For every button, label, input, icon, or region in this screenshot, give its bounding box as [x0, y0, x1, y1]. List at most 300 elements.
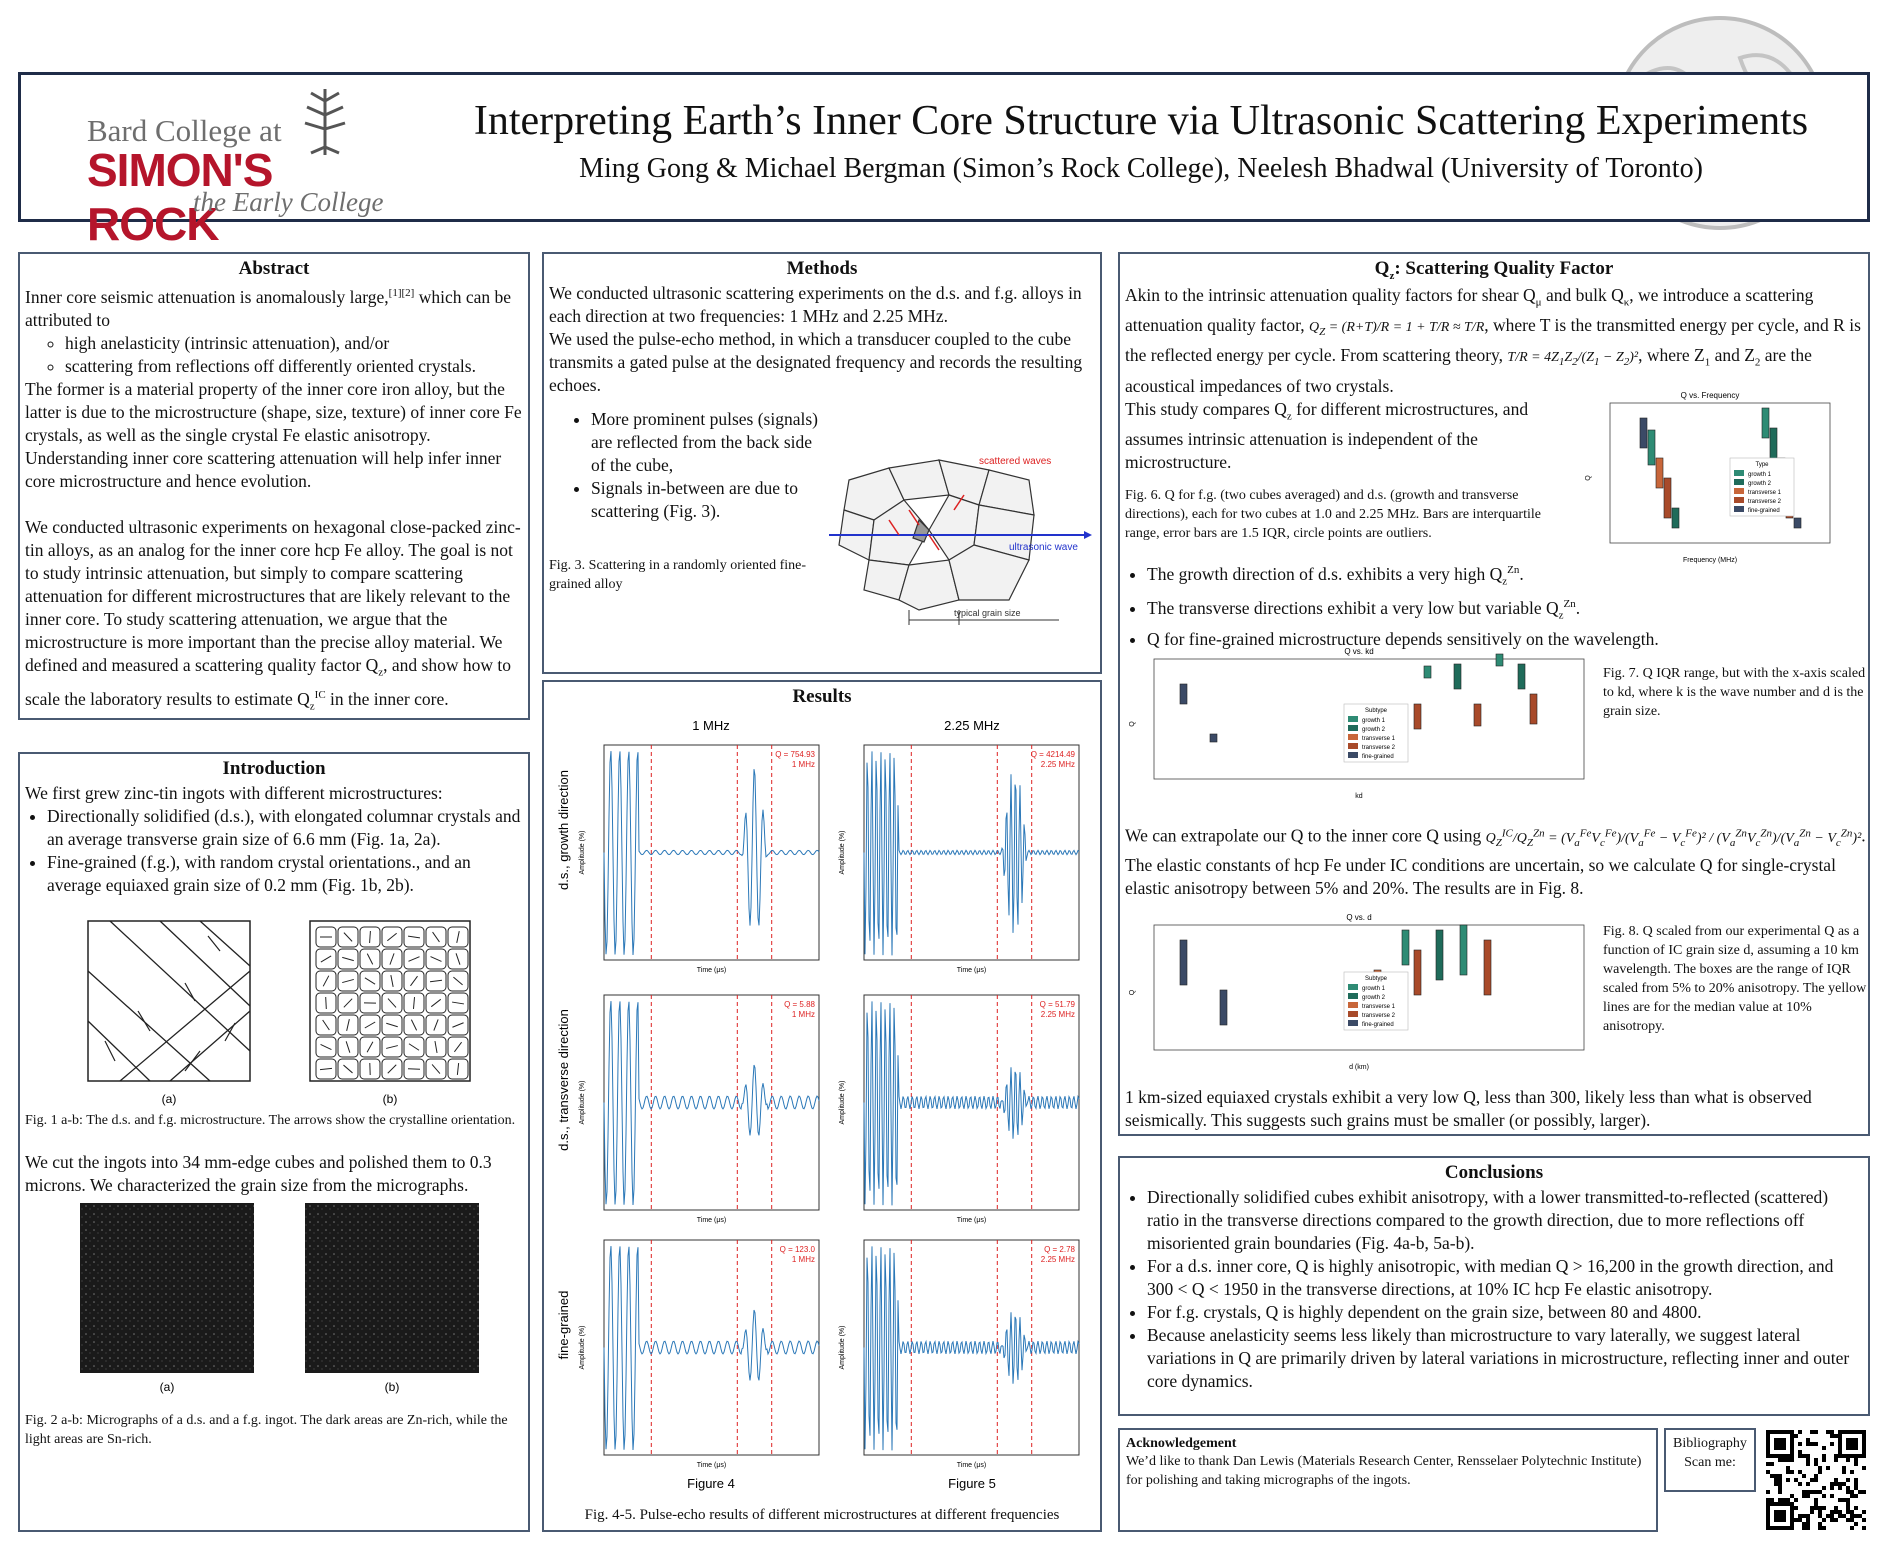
qz-p1c: , we introduce a scattering attenuation quality factor,: [1125, 284, 1814, 336]
qr-module: [1786, 1478, 1790, 1482]
box-mark: [1518, 664, 1525, 689]
qr-module: [1794, 1518, 1798, 1522]
qr-module: [1838, 1482, 1842, 1486]
intro-p2: We cut the ingots into 34 mm-edge cubes and polished them to 0.3 microns. We characterized the grain size from the micrographs.: [25, 1152, 492, 1195]
qz-p4: The elastic constants of hcp Fe under IC conditions are uncertain, so we calculate Q for single-crystal elastic anisotropy between 5% and 20%. The results are in Fig. 8.: [1125, 855, 1836, 899]
qr-module: [1822, 1458, 1826, 1462]
qr-module: [1806, 1482, 1810, 1486]
methods-p2: We used the pulse-echo method, in which a transducer coupled to the cube transmits a gated pulse at the designated frequency and records the resulting echoes.: [549, 329, 1083, 395]
qz-bullet-1: The growth direction of d.s. exhibits a very high Q: [1147, 563, 1503, 584]
conclusions-title: Conclusions: [1444, 1162, 1544, 1183]
qr-module: [1766, 1490, 1770, 1494]
qz-p1d: , where T is the transmitted energy per cycle, and R is the reflected energy per cycle. From scattering theory,: [1125, 315, 1861, 366]
x-axis-label: Time (μs): [956, 1462, 987, 1469]
qr-module: [1814, 1474, 1818, 1478]
qr-module: [1834, 1478, 1838, 1482]
abstract-bullet: ◦ scattering from reflections off differently oriented crystals.: [65, 355, 523, 378]
grain-arrow: [326, 997, 327, 1009]
qz-p1f: and Z: [1710, 345, 1755, 366]
box-mark: [1474, 704, 1481, 726]
qr-module: [1778, 1474, 1782, 1478]
abstract-panel: Abstract Inner core seismic attenuation is anomalously large,[1][2] which can be attributed to ◦ high anelasticity (intrinsic attenuation), and/or ◦ scattering from reflections off differently oriented crystals. The former is a material property of the inner core iron alloy, but the latter is due to the microstructure (shape, size, texture) of inner core Fe crystals, as well as the single crystal Fe elastic anisotropy. Understanding inner core scattering attenuation will help infer inner core microstructure and hence evolution. We conducted ultrasonic experiments on hexagonal close-packed zinc-tin alloys, as an analog for the inner core hcp Fe alloy. The goal is not to study intrinsic attenuation, but simply to compare scattering attenuation for different microstructures that are likely relevant to the inner core. To study scattering attenuation, we argue that the microstructure is more important than the precise alloy material. We defined and measured a scattering quality factor $Q_z$, and show how to scale the laboratory results to estimate $Q_z^{IC}$ in the inner core.: [18, 252, 530, 720]
qr-module: [1814, 1498, 1818, 1502]
qr-module: [1766, 1498, 1770, 1502]
legend-swatch: [1734, 506, 1744, 512]
qr-module: [1786, 1498, 1790, 1502]
qr-module: [1842, 1482, 1846, 1486]
x-axis-label: Time (μs): [956, 1217, 987, 1224]
fig8-caption: Fig. 8. Q scaled from our experimental Q as a function of IC grain size d, assuming a 10 km wavelength. The boxes are the range of IQR scaled from 5% to 20% anisotropy. The yellow lines are for the median value at 10% anisotropy.: [1603, 924, 1867, 1034]
qz-panel: $Q_z$: Scattering Quality Factor Akin to the intrinsic attenuation quality factors for shear $Q_\mu$ and bulk $Q_\kappa$, we introduce a scattering attenuation quality factor, $Q_Z = (R+T)/R = 1 + T/R \approx T/R$, where T is the transmitted energy per cycle, and R is the reflected energy per cycle. From scattering theory, $T/R = 4Z_1Z_2/(Z_1 - Z_2)^2$, where $Z_1$ and $Z_2$ are the acoustical impedances of two crystals. This study compares $Q_z$ for different microstructures, and assumes intrinsic attenuation is independent of the microstructure. Fig. 6. Q for f.g. (two cubes averaged) and d.s. (growth and transverse directions), each for two cubes at 1.0 and 2.25 MHz. Bars are interquartile range, error bars are 1.5 IQR, circle points are outliers. Q vs. Frequency Frequency (MHz) Q Type growth 1 growth 2 transverse 1 transverse 2 fine-grained • The growth direction of d.s. exhibits a very high $Q_z^{Zn}$. • The transverse directions exhibit a very low but variable $Q_z^{Zn}$. • Q for fine-grained microstructure depends sensitively on the wavelength. Q vs. kd kd Q Subtype growth 1 growth 2 transverse 1 transverse 2 fine-grained Fig. 7. Q IQR range, but with the x-axis scaled to kd, where k is the wave number and d is the grain size. We can extrapolate our Q to the inner core Q using $Q_Z^{IC}/Q_Z^{Zn} = (V_a^{Fe}V_c^{Fe})/(V_a^{Fe} - V_c^{Fe})^2 / (V_a^{Zn}V_c^{Zn})/(V_a^{Zn} - V_c^{Zn})^2$. The elastic constants of hcp Fe under IC conditions are uncertain, so we calculate Q for single-crystal elastic anisotropy between 5% and 20%. The results are in Fig. 8. Q vs. d d (km) Q Subtype growth 1 growth 2 transverse 1 transverse 2 fine-grained Fig. 8. Q scaled from our experimental Q as a function of IC grain size d, assuming a 10 km wavelength. The boxes are the range of IQR scaled from 5% to 20% anisotropy. The yellow lines are for the median value at 10% anisotropy. 1 km-sized equiaxed crystals exhibit a very low Q, less than 300, likely less than what is observed seismically. This suggests such grains must be smaller (or possibly, larger).: [1118, 252, 1870, 1136]
legend-item: fine-grained: [1748, 508, 1780, 514]
row-title-growth: d.s., growth direction: [556, 770, 571, 890]
qr-module: [1862, 1518, 1866, 1522]
box-mark: [1794, 518, 1801, 528]
qr-module: [1846, 1502, 1850, 1506]
q-label: Q = 51.79: [1039, 1000, 1075, 1009]
qr-module: [1786, 1470, 1790, 1474]
qr-module: [1806, 1514, 1810, 1518]
qr-module: [1850, 1518, 1854, 1522]
qr-module: [1838, 1514, 1842, 1518]
methods-bullet: • Signals in-between are due to scattering (Fig. 3).: [591, 477, 829, 523]
x-axis-label: kd: [1355, 793, 1363, 800]
q-label: Q = 754.93: [775, 750, 815, 759]
qr-module: [1802, 1454, 1806, 1458]
fig2-label-a: (a): [159, 1380, 175, 1394]
qr-module: [1790, 1494, 1794, 1498]
qr-module: [1818, 1510, 1822, 1514]
qr-module: [1786, 1458, 1790, 1462]
qr-module: [1846, 1490, 1850, 1494]
x-axis-label: Time (μs): [696, 1462, 727, 1469]
qr-module: [1798, 1514, 1802, 1518]
qr-module: [1850, 1526, 1854, 1530]
qr-module: [1830, 1518, 1834, 1522]
qr-module: [1854, 1482, 1858, 1486]
qr-module: [1766, 1462, 1770, 1466]
conclusion-bullet: • For a d.s. inner core, Q is highly anisotropic, with median Q > 16,200 in the growth direction, and 300 < Q < 1950 in the transverse directions, at 10% IC hcp Fe elastic anisotropy.: [1147, 1255, 1863, 1301]
qz-p2b: for different microstructures, and assumes intrinsic attenuation is independent of the microstructure.: [1125, 398, 1529, 473]
box-mark: [1424, 666, 1431, 678]
qr-module: [1810, 1442, 1814, 1446]
qr-module: [1798, 1470, 1802, 1474]
fig7-chart: [1124, 644, 1594, 804]
qr-module: [1798, 1518, 1802, 1522]
qr-module: [1778, 1458, 1782, 1462]
qr-module: [1854, 1506, 1858, 1510]
qr-module: [1818, 1466, 1822, 1470]
qr-module: [1802, 1494, 1806, 1498]
qr-module: [1778, 1478, 1782, 1482]
fig7-caption: Fig. 7. Q IQR range, but with the x-axis scaled to kd, where k is the wave number and d is the grain size.: [1603, 666, 1866, 719]
qr-module: [1798, 1450, 1802, 1454]
fig3-grain-label: typical grain size: [954, 608, 1021, 618]
qr-module: [1842, 1514, 1846, 1518]
box-mark: [1414, 950, 1421, 995]
legend-swatch: [1348, 993, 1358, 999]
qz-p1a: Akin to the intrinsic attenuation quality factors for shear Q: [1125, 284, 1536, 305]
col-title-225mhz: 2.25 MHz: [944, 718, 1000, 733]
qr-module: [1818, 1514, 1822, 1518]
qr-module: [1850, 1494, 1854, 1498]
qr-module: [1822, 1518, 1826, 1522]
abstract-p3a: We conducted ultrasonic experiments on hexagonal close-packed zinc-tin alloys, as an analog for the inner core hcp Fe alloy. The goal is not to study intrinsic attenuation, but simply to compare scattering attenuation for different microstructures that are likely relevant to the inner core. To study scattering attenuation, we argue that the microstructure is more important than the precise alloy material. We defined and measured a scattering quality factor Q: [25, 516, 521, 675]
qr-module: [1826, 1514, 1830, 1518]
qr-finder-core: [1774, 1438, 1786, 1450]
box-mark: [1180, 940, 1187, 985]
qr-module: [1854, 1478, 1858, 1482]
abstract-p3c: in the inner core.: [325, 689, 449, 710]
qr-module: [1802, 1526, 1806, 1530]
chart-title: Q vs. kd: [1344, 647, 1374, 656]
qr-module: [1858, 1490, 1862, 1494]
box-mark: [1762, 408, 1769, 438]
fig2-caption: Fig. 2 a-b: Micrographs of a d.s. and a f.g. ingot. The dark areas are Zn-rich, while the light areas are Sn-rich.: [25, 1413, 508, 1447]
fig6-chart: [1580, 388, 1840, 568]
qr-module: [1790, 1470, 1794, 1474]
qr-module: [1834, 1482, 1838, 1486]
qr-module: [1806, 1518, 1810, 1522]
figure5-label: Figure 5: [948, 1476, 996, 1491]
legend-swatch: [1348, 752, 1358, 758]
box-mark: [1496, 654, 1503, 666]
figure4-label: Figure 4: [687, 1476, 735, 1491]
bib-line2: Scan me:: [1684, 1455, 1736, 1470]
x-axis-label: Frequency (MHz): [1682, 557, 1738, 564]
qr-module: [1862, 1490, 1866, 1494]
qr-module: [1846, 1510, 1850, 1514]
qr-module: [1814, 1490, 1818, 1494]
qr-module: [1806, 1490, 1810, 1494]
abstract-title: Abstract: [238, 258, 310, 279]
abstract-p1b: which can be attributed to: [25, 286, 512, 330]
qr-module: [1806, 1522, 1810, 1526]
y-axis-label: Amplitude (%): [579, 830, 586, 875]
box-mark: [1180, 684, 1187, 704]
legend-item: growth 1: [1362, 986, 1386, 992]
legend-item: transverse 2: [1748, 499, 1782, 505]
logo-line1: Bard College at: [87, 113, 282, 148]
legend-swatch: [1348, 716, 1358, 722]
legend-swatch: [1348, 725, 1358, 731]
qr-module: [1778, 1498, 1782, 1502]
chart-title: Q vs. Frequency: [1680, 391, 1740, 400]
methods-panel: [542, 252, 1102, 674]
box-mark: [1460, 925, 1467, 975]
qr-module: [1850, 1510, 1854, 1514]
fig3-scattered-label: scattered waves: [979, 456, 1052, 467]
fig1-label-a: (a): [161, 1092, 177, 1106]
title-banner: [18, 72, 1870, 250]
box-mark: [1656, 458, 1663, 488]
freq-label: 2.25 MHz: [1040, 760, 1075, 769]
qr-module: [1846, 1486, 1850, 1490]
legend-swatch: [1348, 1011, 1358, 1017]
box-mark: [1664, 478, 1671, 518]
qr-module: [1778, 1490, 1782, 1494]
qr-module: [1778, 1486, 1782, 1490]
qr-module: [1822, 1494, 1826, 1498]
qr-module: [1830, 1430, 1834, 1434]
qr-module: [1854, 1462, 1858, 1466]
fig1-microstructure: [20, 911, 528, 1111]
qr-module: [1854, 1458, 1858, 1462]
results-title: Results: [792, 686, 852, 707]
legend-item: transverse 1: [1748, 490, 1782, 496]
box-mark: [1454, 664, 1461, 689]
y-axis-label: Q: [1129, 989, 1136, 996]
legend-swatch: [1734, 470, 1744, 476]
q-label: Q = 123.0: [779, 1245, 815, 1254]
qr-module: [1810, 1490, 1814, 1494]
qr-module: [1854, 1494, 1858, 1498]
college-logo: [69, 83, 399, 250]
chart-legend: [1730, 458, 1794, 516]
qr-finder-core: [1846, 1438, 1858, 1450]
qr-module: [1830, 1494, 1834, 1498]
y-axis-label: Amplitude (%): [579, 1080, 586, 1125]
qr-module: [1826, 1430, 1830, 1434]
fig3-scattering-diagram: [829, 450, 1099, 630]
qr-module: [1862, 1526, 1866, 1530]
q-label: Q = 5.88: [784, 1000, 815, 1009]
qr-module: [1862, 1466, 1866, 1470]
qr-module: [1818, 1470, 1822, 1474]
intro-p1: We first grew zinc-tin ingots with different microstructures:: [25, 783, 443, 803]
box-mark: [1402, 930, 1409, 965]
qr-module: [1770, 1474, 1774, 1478]
qr-code[interactable]: [1764, 1428, 1868, 1532]
qr-module: [1846, 1498, 1850, 1502]
poster-title: Interpreting Earth’s Inner Core Structure via Ultrasonic Scattering Experiments: [473, 98, 1809, 144]
waveform-panel: [579, 1240, 819, 1469]
box-mark: [1648, 430, 1655, 465]
qr-module: [1842, 1470, 1846, 1474]
qr-module: [1854, 1486, 1858, 1490]
y-axis-label: Amplitude (%): [839, 830, 846, 875]
legend-item: growth 1: [1362, 718, 1386, 724]
qr-module: [1830, 1514, 1834, 1518]
qr-module: [1854, 1514, 1858, 1518]
legend-swatch: [1348, 743, 1358, 749]
waveform-panel: [839, 745, 1079, 974]
qr-module: [1810, 1506, 1814, 1510]
qr-module: [1806, 1454, 1810, 1458]
x-axis-label: d (km): [1349, 1064, 1369, 1071]
qr-module: [1834, 1518, 1838, 1522]
qr-module: [1834, 1458, 1838, 1462]
legend-swatch: [1348, 734, 1358, 740]
qr-module: [1790, 1458, 1794, 1462]
conclusion-bullet: • For f.g. crystals, Q is highly dependent on the grain size, between 80 and 4800.: [1147, 1301, 1863, 1324]
qr-module: [1834, 1510, 1838, 1514]
qr-module: [1830, 1486, 1834, 1490]
fig6-caption: Fig. 6. Q for f.g. (two cubes averaged) and d.s. (growth and transverse directions), each for two cubes at 1.0 and 2.25 MHz. Bars are interquartile range, error bars are 1.5 IQR, circle points are outliers.: [1125, 488, 1541, 542]
qr-module: [1814, 1458, 1818, 1462]
qr-module: [1814, 1430, 1818, 1434]
legend-swatch: [1734, 479, 1744, 485]
qr-module: [1826, 1466, 1830, 1470]
qz-title-a: Q: [1374, 258, 1390, 279]
qr-module: [1838, 1498, 1842, 1502]
legend-item: fine-grained: [1362, 754, 1394, 760]
intro-bullet: • Directionally solidified (d.s.), with elongated columnar crystals and an average transverse grain size of 6.6 mm (Fig. 1a, 2a).: [47, 805, 523, 851]
bib-line1: Bibliography: [1673, 1436, 1747, 1451]
box-mark: [1414, 704, 1421, 729]
qr-module: [1806, 1462, 1810, 1466]
qr-finder-core: [1774, 1510, 1786, 1522]
waveform-panel: [839, 1240, 1079, 1469]
qr-module: [1798, 1442, 1802, 1446]
qr-module: [1838, 1510, 1842, 1514]
qr-module: [1774, 1474, 1778, 1478]
qr-module: [1794, 1434, 1798, 1438]
row-title-finegrained: fine-grained: [556, 1290, 571, 1360]
box-mark: [1436, 930, 1443, 980]
freq-label: 1 MHz: [791, 1255, 815, 1264]
acknowledgement-panel: [1118, 1428, 1658, 1532]
legend-swatch: [1348, 984, 1358, 990]
legend-item: growth 2: [1362, 995, 1386, 1001]
qr-module: [1854, 1522, 1858, 1526]
abstract-p2: The former is a material property of the inner core iron alloy, but the latter is due to the microstructure (shape, size, texture) of inner core Fe crystals, as well as the single crystal Fe elastic anisotropy. Understanding inner core scattering attenuation will help infer inner core microstructure and hence evolution.: [25, 378, 522, 491]
bibliography-panel: [1664, 1428, 1756, 1492]
legend-swatch: [1734, 497, 1744, 503]
qr-module: [1838, 1486, 1842, 1490]
legend-title: Subtype: [1364, 976, 1388, 982]
qr-module: [1858, 1514, 1862, 1518]
qr-module: [1806, 1442, 1810, 1446]
methods-p1: We conducted ultrasonic scattering experiments on the d.s. and f.g. alloys in each direction at two frequencies: 1 MHz and 2.25 MHz.: [549, 283, 1082, 326]
qr-module: [1810, 1478, 1814, 1482]
qr-module: [1842, 1466, 1846, 1470]
legend-title: Type: [1755, 462, 1769, 468]
qr-module: [1802, 1514, 1806, 1518]
abstract-p1a: Inner core seismic attenuation is anomalously large,: [25, 286, 389, 307]
qr-module: [1782, 1498, 1786, 1502]
qr-module: [1830, 1510, 1834, 1514]
chart-legend: [1344, 972, 1408, 1030]
qr-module: [1814, 1502, 1818, 1506]
y-axis-label: Amplitude (%): [839, 1325, 846, 1370]
qr-module: [1786, 1466, 1790, 1470]
results-caption: Fig. 4-5. Pulse-echo results of different microstructures at different frequencies: [584, 1507, 1060, 1523]
box-mark: [1672, 508, 1679, 528]
legend-swatch: [1348, 1020, 1358, 1026]
abstract-bullet: ◦ high anelasticity (intrinsic attenuation), and/or: [65, 332, 523, 355]
qr-module: [1794, 1506, 1798, 1510]
freq-label: 1 MHz: [791, 760, 815, 769]
qr-module: [1798, 1430, 1802, 1434]
qr-module: [1818, 1522, 1822, 1526]
qr-module: [1814, 1442, 1818, 1446]
legend-item: transverse 2: [1362, 1013, 1396, 1019]
qr-module: [1814, 1462, 1818, 1466]
qr-module: [1822, 1454, 1826, 1458]
qr-module: [1830, 1442, 1834, 1446]
waveform-panel: [579, 745, 819, 974]
qz-p5: 1 km-sized equiaxed crystals exhibit a very low Q, less than 300, likely less than what is observed seismically. This suggests such grains must be smaller (or possibly, larger).: [1125, 1087, 1812, 1130]
qz-title-b: : Scattering Quality Factor: [1394, 258, 1614, 279]
qz-p1g: are the acoustical impedances of two crystals.: [1125, 345, 1812, 396]
qr-module: [1806, 1458, 1810, 1462]
chart-title: Q vs. d: [1346, 913, 1372, 922]
qr-module: [1806, 1526, 1810, 1530]
y-axis-label: Q: [1585, 475, 1592, 481]
qr-module: [1846, 1478, 1850, 1482]
qr-module: [1802, 1522, 1806, 1526]
qr-module: [1830, 1434, 1834, 1438]
qz-p2: This study compares Q: [1125, 398, 1287, 419]
poster-authors: Ming Gong & Michael Bergman (Simon’s Rock College), Neelesh Bhadwal (University of Toronto): [579, 153, 1703, 184]
qr-module: [1774, 1478, 1778, 1482]
qr-module: [1830, 1482, 1834, 1486]
chart-legend: [1344, 704, 1408, 762]
fig3-wave-label: ultrasonic wave: [1009, 542, 1078, 553]
qz-p3: We can extrapolate our Q to the inner core Q using: [1125, 825, 1482, 846]
qr-module: [1778, 1482, 1782, 1486]
ack-title: Acknowledgement: [1126, 1436, 1237, 1451]
qr-module: [1834, 1454, 1838, 1458]
results-waveforms: [544, 710, 1100, 1500]
qr-module: [1846, 1458, 1850, 1462]
box-mark: [1530, 694, 1537, 724]
y-axis-label: Q: [1129, 721, 1136, 727]
qr-module: [1818, 1506, 1822, 1510]
qz-p1e: , where Z: [1638, 345, 1705, 366]
qr-module: [1806, 1494, 1810, 1498]
qr-module: [1802, 1490, 1806, 1494]
qr-module: [1802, 1474, 1806, 1478]
qr-module: [1850, 1514, 1854, 1518]
qr-module: [1834, 1506, 1838, 1510]
qr-module: [1846, 1518, 1850, 1522]
conclusion-bullet: • Directionally solidified cubes exhibit anisotropy, with a lower transmitted-to-reflected (scattered) ratio in the transverse directions compared to the growth direction, due to more reflections off misoriented grain boundaries (Fig. 4a-b, 5a-b).: [1147, 1186, 1863, 1255]
qr-module: [1850, 1470, 1854, 1474]
legend-item: transverse 1: [1362, 1004, 1396, 1010]
qz-p1b: and bulk Q: [1541, 284, 1624, 305]
x-axis-label: Time (μs): [696, 1217, 727, 1224]
q-label: Q = 2.78: [1044, 1245, 1075, 1254]
q-label: Q = 4214.49: [1030, 750, 1075, 759]
qr-module: [1846, 1506, 1850, 1510]
box-mark: [1640, 418, 1647, 448]
qr-module: [1862, 1510, 1866, 1514]
col-title-1mhz: 1 MHz: [692, 718, 730, 733]
qr-module: [1822, 1446, 1826, 1450]
qr-module: [1810, 1510, 1814, 1514]
qr-module: [1798, 1454, 1802, 1458]
legend-item: growth 1: [1748, 472, 1772, 478]
introduction-panel: [18, 752, 530, 1532]
fig3-caption: Fig. 3. Scattering in a randomly oriented fine-grained alloy: [549, 558, 806, 592]
freq-label: 2.25 MHz: [1040, 1255, 1075, 1264]
x-axis-label: Time (μs): [956, 967, 987, 974]
ack-text: We’d like to thank Dan Lewis (Materials Research Center, Rensselaer Polytechnic Institute) for polishing and taking micrographs of the ingots.: [1126, 1454, 1642, 1488]
legend-item: transverse 2: [1362, 745, 1396, 751]
fig8-chart: [1124, 910, 1594, 1075]
qr-module: [1822, 1486, 1826, 1490]
qr-module: [1806, 1438, 1810, 1442]
qr-module: [1810, 1430, 1814, 1434]
methods-bullet: • More prominent pulses (signals) are reflected from the back side of the cube,: [591, 408, 829, 477]
box-mark: [1210, 734, 1217, 742]
freq-label: 1 MHz: [791, 1010, 815, 1019]
waveform-panel: [579, 995, 819, 1224]
legend-item: growth 2: [1362, 727, 1386, 733]
qr-module: [1770, 1498, 1774, 1502]
